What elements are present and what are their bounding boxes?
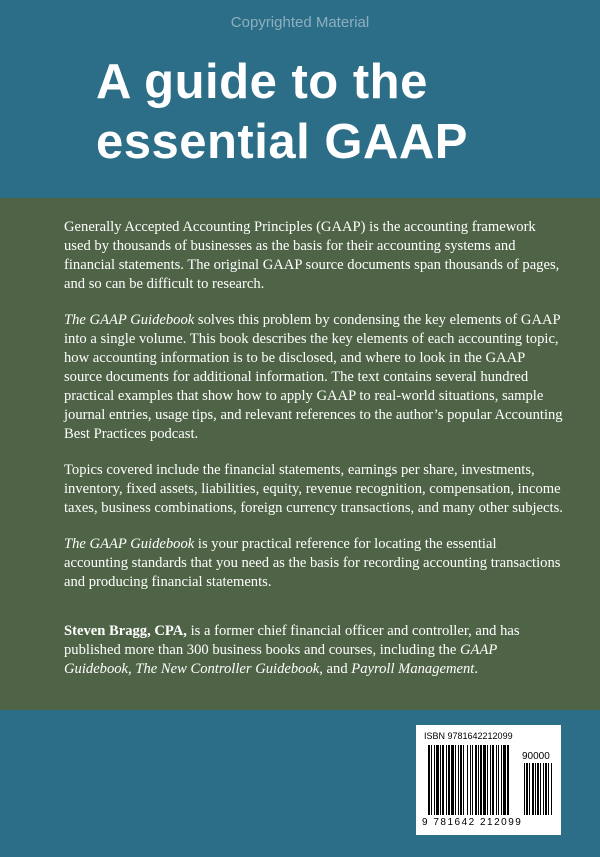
barcode-bar [490, 745, 491, 815]
barcode-bar [492, 745, 494, 815]
barcode-bar [507, 745, 509, 815]
barcode-bar [501, 745, 502, 815]
paragraph-intro: Generally Accepted Accounting Principles (GAAP) is the accounting framework used by thousands of businesses as the basis for their accounting systems and financial statements. The original GAAP source documents span thousands of pages, and so can be difficult to research. [64, 219, 560, 292]
barcode-addon-bar [524, 763, 525, 815]
barcode-bar [440, 745, 441, 815]
barcode-bar [460, 745, 462, 815]
barcode-bar [458, 745, 459, 815]
separator: , and [319, 661, 352, 677]
barcode-bar [487, 745, 488, 815]
paragraph-book [64, 311, 564, 444]
author-name: Steven Bragg, CPA, [64, 623, 187, 639]
barcode-bar [428, 745, 430, 815]
barcode-bar [483, 745, 486, 815]
description-text [64, 218, 564, 696]
period: . [474, 661, 479, 677]
paragraph-book-text: solves this problem by condensing the key elements of GAAP into a single volume. This book describes the key elements of each accounting topic, how accounting information is to be disclosed, and where to look in the GAAP source documents for additional information. The text contains several hundred practical examples that show how to apply GAAP to real-world situations, sample journal entries, usage tips, and relevant references to the author’s popular Accounting Best Practices podcast. [64, 312, 563, 442]
barcode-bar [472, 745, 473, 815]
barcode-bar [498, 745, 499, 815]
book-title-1: GAAP Guidebook [64, 642, 498, 677]
book-title: The GAAP Guidebook [64, 312, 195, 328]
book-title-3: Payroll Management [351, 661, 475, 677]
paragraph-reference [64, 535, 564, 592]
author-bio-text: is a former chief financial officer and controller, and has published more than 300 business books and courses, including the [64, 623, 520, 658]
barcode-bar [496, 745, 497, 815]
barcode-bar [436, 745, 439, 815]
watermark: Copyrighted Material [230, 14, 370, 31]
barcode-addon-bar [529, 763, 530, 815]
headline-line-1: A guide to the [96, 55, 428, 109]
headline-line-2: essential GAAP [96, 115, 468, 169]
barcode-bar [431, 745, 432, 815]
author-bio [64, 622, 564, 679]
barcode-bar [470, 745, 471, 815]
barcode-addon-bar [543, 763, 544, 815]
barcode-bar [442, 745, 444, 815]
barcode-bar [448, 745, 450, 815]
headline [96, 52, 576, 172]
barcode-bar [434, 745, 435, 815]
isbn-label: ISBN 9781642212099 [424, 731, 513, 741]
isbn-barcode [416, 725, 561, 835]
book-title: The GAAP Guidebook [64, 536, 195, 552]
description-panel [0, 198, 600, 710]
barcode-bar [451, 745, 454, 815]
barcode-bar [480, 745, 482, 815]
barcode-addon-bar [548, 763, 549, 815]
barcode-bar [503, 745, 506, 815]
paragraph-reference-text: is your practical reference for locating the essential accounting standards that you need as the basis for recording accounting transactions and producing financial statements. [64, 536, 561, 590]
book-title-2: The New Controller Guidebook [135, 661, 320, 677]
price-code: 90000 [522, 751, 550, 762]
barcode-addon-bar [545, 763, 547, 815]
barcode-addon-bar [526, 763, 528, 815]
barcode-bar [463, 745, 464, 815]
barcode-bars [424, 745, 554, 819]
paragraph-topics: Topics covered include the financial statements, earnings per share, investments, inventory, fixed assets, liabilities, equity, revenue recognition, compensation, income taxes, business combinations, foreign currency transactions, and many other subjects. [64, 462, 563, 516]
barcode-bar [446, 745, 447, 815]
barcode-addon-bar [540, 763, 541, 815]
barcode-addon-bar [537, 763, 539, 815]
barcode-addon-bar [535, 763, 536, 815]
barcode-addon-bar [532, 763, 534, 815]
separator: , [128, 661, 136, 677]
barcode-addon-bar [551, 763, 552, 815]
barcode-digits: 9 781642 212099 [422, 817, 523, 828]
barcode-bar [467, 745, 468, 815]
barcode-bar [475, 745, 477, 815]
barcode-bar [478, 745, 479, 815]
barcode-bar [455, 745, 456, 815]
